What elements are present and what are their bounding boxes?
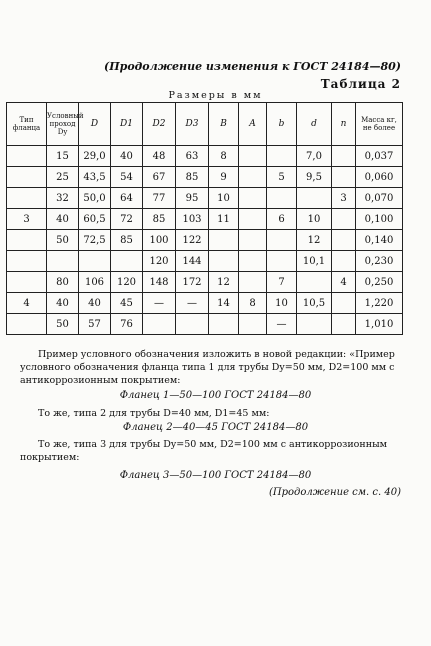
- table-cell: 85: [176, 167, 209, 188]
- table-cell: 148: [143, 272, 176, 293]
- table-cell: [332, 251, 356, 272]
- col-D1: D1: [111, 103, 143, 146]
- table-cell: —: [267, 314, 297, 335]
- table-cell: 7: [267, 272, 297, 293]
- table-cell: 72,5: [79, 230, 111, 251]
- table-cell: 40: [47, 209, 79, 230]
- col-D3: D3: [176, 103, 209, 146]
- table-cell: 144: [176, 251, 209, 272]
- table-cell: [239, 146, 267, 167]
- table-row: [7, 314, 403, 335]
- table-cell: 15: [47, 146, 79, 167]
- table-caption: Размеры в мм: [168, 90, 263, 101]
- designation-3: Фланец 3—50—100 ГОСТ 24184—80: [119, 470, 312, 481]
- paragraph-3: То же, типа 3 для трубы Dy=50 мм, D2=100 мм с антикоррозионным покрытием:: [20, 439, 388, 463]
- col-n: n: [332, 103, 356, 146]
- table-cell: [297, 188, 332, 209]
- table-cell: 1,220: [356, 293, 403, 314]
- table-cell: 40: [111, 146, 143, 167]
- table-cell: [332, 314, 356, 335]
- table-cell: 10: [209, 188, 239, 209]
- table-cell: 54: [111, 167, 143, 188]
- paragraph-1: Пример условного обозначения изложить в новой редакции: «Пример условного обозначения фланца типа 1 для трубы Dy=50 мм, D2=100 мм с антикоррозионным покрытием:: [20, 349, 395, 386]
- table-cell: 0,070: [356, 188, 403, 209]
- table-row: [7, 293, 403, 314]
- table-body: [7, 146, 403, 335]
- table-cell: 0,100: [356, 209, 403, 230]
- table-cell: 67: [143, 167, 176, 188]
- table-cell: [7, 167, 47, 188]
- table-cell: 3: [332, 188, 356, 209]
- table-cell: 77: [143, 188, 176, 209]
- table-cell: 120: [143, 251, 176, 272]
- table-cell: [239, 188, 267, 209]
- table-cell: 0,060: [356, 167, 403, 188]
- table-cell: [111, 251, 143, 272]
- table-cell: 12: [297, 230, 332, 251]
- col-d: d: [297, 103, 332, 146]
- table-cell: 40: [79, 293, 111, 314]
- paragraph-2: То же, типа 2 для трубы D=40 мм, D1=45 мм:: [38, 408, 270, 419]
- table-cell: 32: [47, 188, 79, 209]
- table-cell: [239, 251, 267, 272]
- table-cell: [332, 293, 356, 314]
- table-cell: 57: [79, 314, 111, 335]
- table-cell: 3: [7, 209, 47, 230]
- continuation-header: (Продолжение изменения к ГОСТ 24184—80): [104, 60, 401, 73]
- table-cell: 10,5: [297, 293, 332, 314]
- continued-note: (Продолжение см. с. 40): [268, 487, 401, 498]
- col-nominal-bore: Условный проход Dy: [47, 103, 79, 146]
- col-A: A: [239, 103, 267, 146]
- table-cell: 60,5: [79, 209, 111, 230]
- col-D: D: [79, 103, 111, 146]
- table-row: [7, 209, 403, 230]
- table-cell: 103: [176, 209, 209, 230]
- table-cell: —: [143, 293, 176, 314]
- table-cell: 40: [47, 293, 79, 314]
- table-cell: 85: [143, 209, 176, 230]
- table-row: [7, 251, 403, 272]
- table-cell: [239, 167, 267, 188]
- designation-2: Фланец 2—40—45 ГОСТ 24184—80: [122, 422, 309, 433]
- table-row: [7, 272, 403, 293]
- table-cell: 0,230: [356, 251, 403, 272]
- table-row: [7, 167, 403, 188]
- table-cell: 25: [47, 167, 79, 188]
- table-cell: [239, 230, 267, 251]
- table-cell: [267, 188, 297, 209]
- table-cell: 0,250: [356, 272, 403, 293]
- table-cell: 50: [47, 230, 79, 251]
- table-cell: 63: [176, 146, 209, 167]
- table-cell: [7, 314, 47, 335]
- table-cell: [239, 209, 267, 230]
- table-cell: 64: [111, 188, 143, 209]
- table-cell: 122: [176, 230, 209, 251]
- table-cell: 0,140: [356, 230, 403, 251]
- table-cell: [7, 188, 47, 209]
- table-cell: 8: [209, 146, 239, 167]
- col-type: Тип фланца: [7, 103, 47, 146]
- table-cell: 50: [47, 314, 79, 335]
- table-cell: 8: [239, 293, 267, 314]
- table-number: Таблица 2: [320, 77, 401, 91]
- table-cell: [297, 314, 332, 335]
- table-cell: 10: [297, 209, 332, 230]
- table-cell: [143, 314, 176, 335]
- table-row: [7, 230, 403, 251]
- table-cell: 29,0: [79, 146, 111, 167]
- table-cell: [267, 251, 297, 272]
- table-cell: [7, 251, 47, 272]
- table-cell: 72: [111, 209, 143, 230]
- table-cell: 12: [209, 272, 239, 293]
- table-cell: [79, 251, 111, 272]
- table-cell: 50,0: [79, 188, 111, 209]
- table-cell: [176, 314, 209, 335]
- table-cell: 14: [209, 293, 239, 314]
- col-D2: D2: [143, 103, 176, 146]
- table-cell: 45: [111, 293, 143, 314]
- table-cell: 10: [267, 293, 297, 314]
- table-cell: [267, 230, 297, 251]
- table-cell: [297, 272, 332, 293]
- table-cell: 85: [111, 230, 143, 251]
- table-cell: 4: [332, 272, 356, 293]
- table-cell: 76: [111, 314, 143, 335]
- table-cell: [332, 167, 356, 188]
- table-cell: 120: [111, 272, 143, 293]
- table-header-row: [7, 103, 403, 146]
- table-cell: 6: [267, 209, 297, 230]
- table-cell: [7, 272, 47, 293]
- col-b: b: [267, 103, 297, 146]
- table-cell: [7, 230, 47, 251]
- table-cell: [267, 146, 297, 167]
- table-cell: [47, 251, 79, 272]
- table-cell: 11: [209, 209, 239, 230]
- col-mass: Масса кг, не более: [356, 103, 403, 146]
- col-B: B: [209, 103, 239, 146]
- table-cell: 4: [7, 293, 47, 314]
- table-cell: —: [176, 293, 209, 314]
- table-cell: 80: [47, 272, 79, 293]
- table-cell: 7,0: [297, 146, 332, 167]
- table-cell: 48: [143, 146, 176, 167]
- table-cell: 9,5: [297, 167, 332, 188]
- designation-1: Фланец 1—50—100 ГОСТ 24184—80: [119, 390, 312, 401]
- table-cell: [239, 272, 267, 293]
- table-cell: 43,5: [79, 167, 111, 188]
- table-cell: 5: [267, 167, 297, 188]
- table-cell: [332, 146, 356, 167]
- table-cell: [239, 314, 267, 335]
- dimensions-table: [6, 102, 403, 335]
- table-cell: [7, 146, 47, 167]
- table-cell: [332, 230, 356, 251]
- table-cell: 172: [176, 272, 209, 293]
- table-cell: 106: [79, 272, 111, 293]
- table-cell: 95: [176, 188, 209, 209]
- table-cell: [209, 314, 239, 335]
- table-cell: [209, 230, 239, 251]
- table-cell: [332, 209, 356, 230]
- table-cell: 10,1: [297, 251, 332, 272]
- table-cell: [209, 251, 239, 272]
- table-cell: 9: [209, 167, 239, 188]
- table-cell: 0,037: [356, 146, 403, 167]
- table-row: [7, 146, 403, 167]
- table-cell: 100: [143, 230, 176, 251]
- table-cell: 1,010: [356, 314, 403, 335]
- table-row: [7, 188, 403, 209]
